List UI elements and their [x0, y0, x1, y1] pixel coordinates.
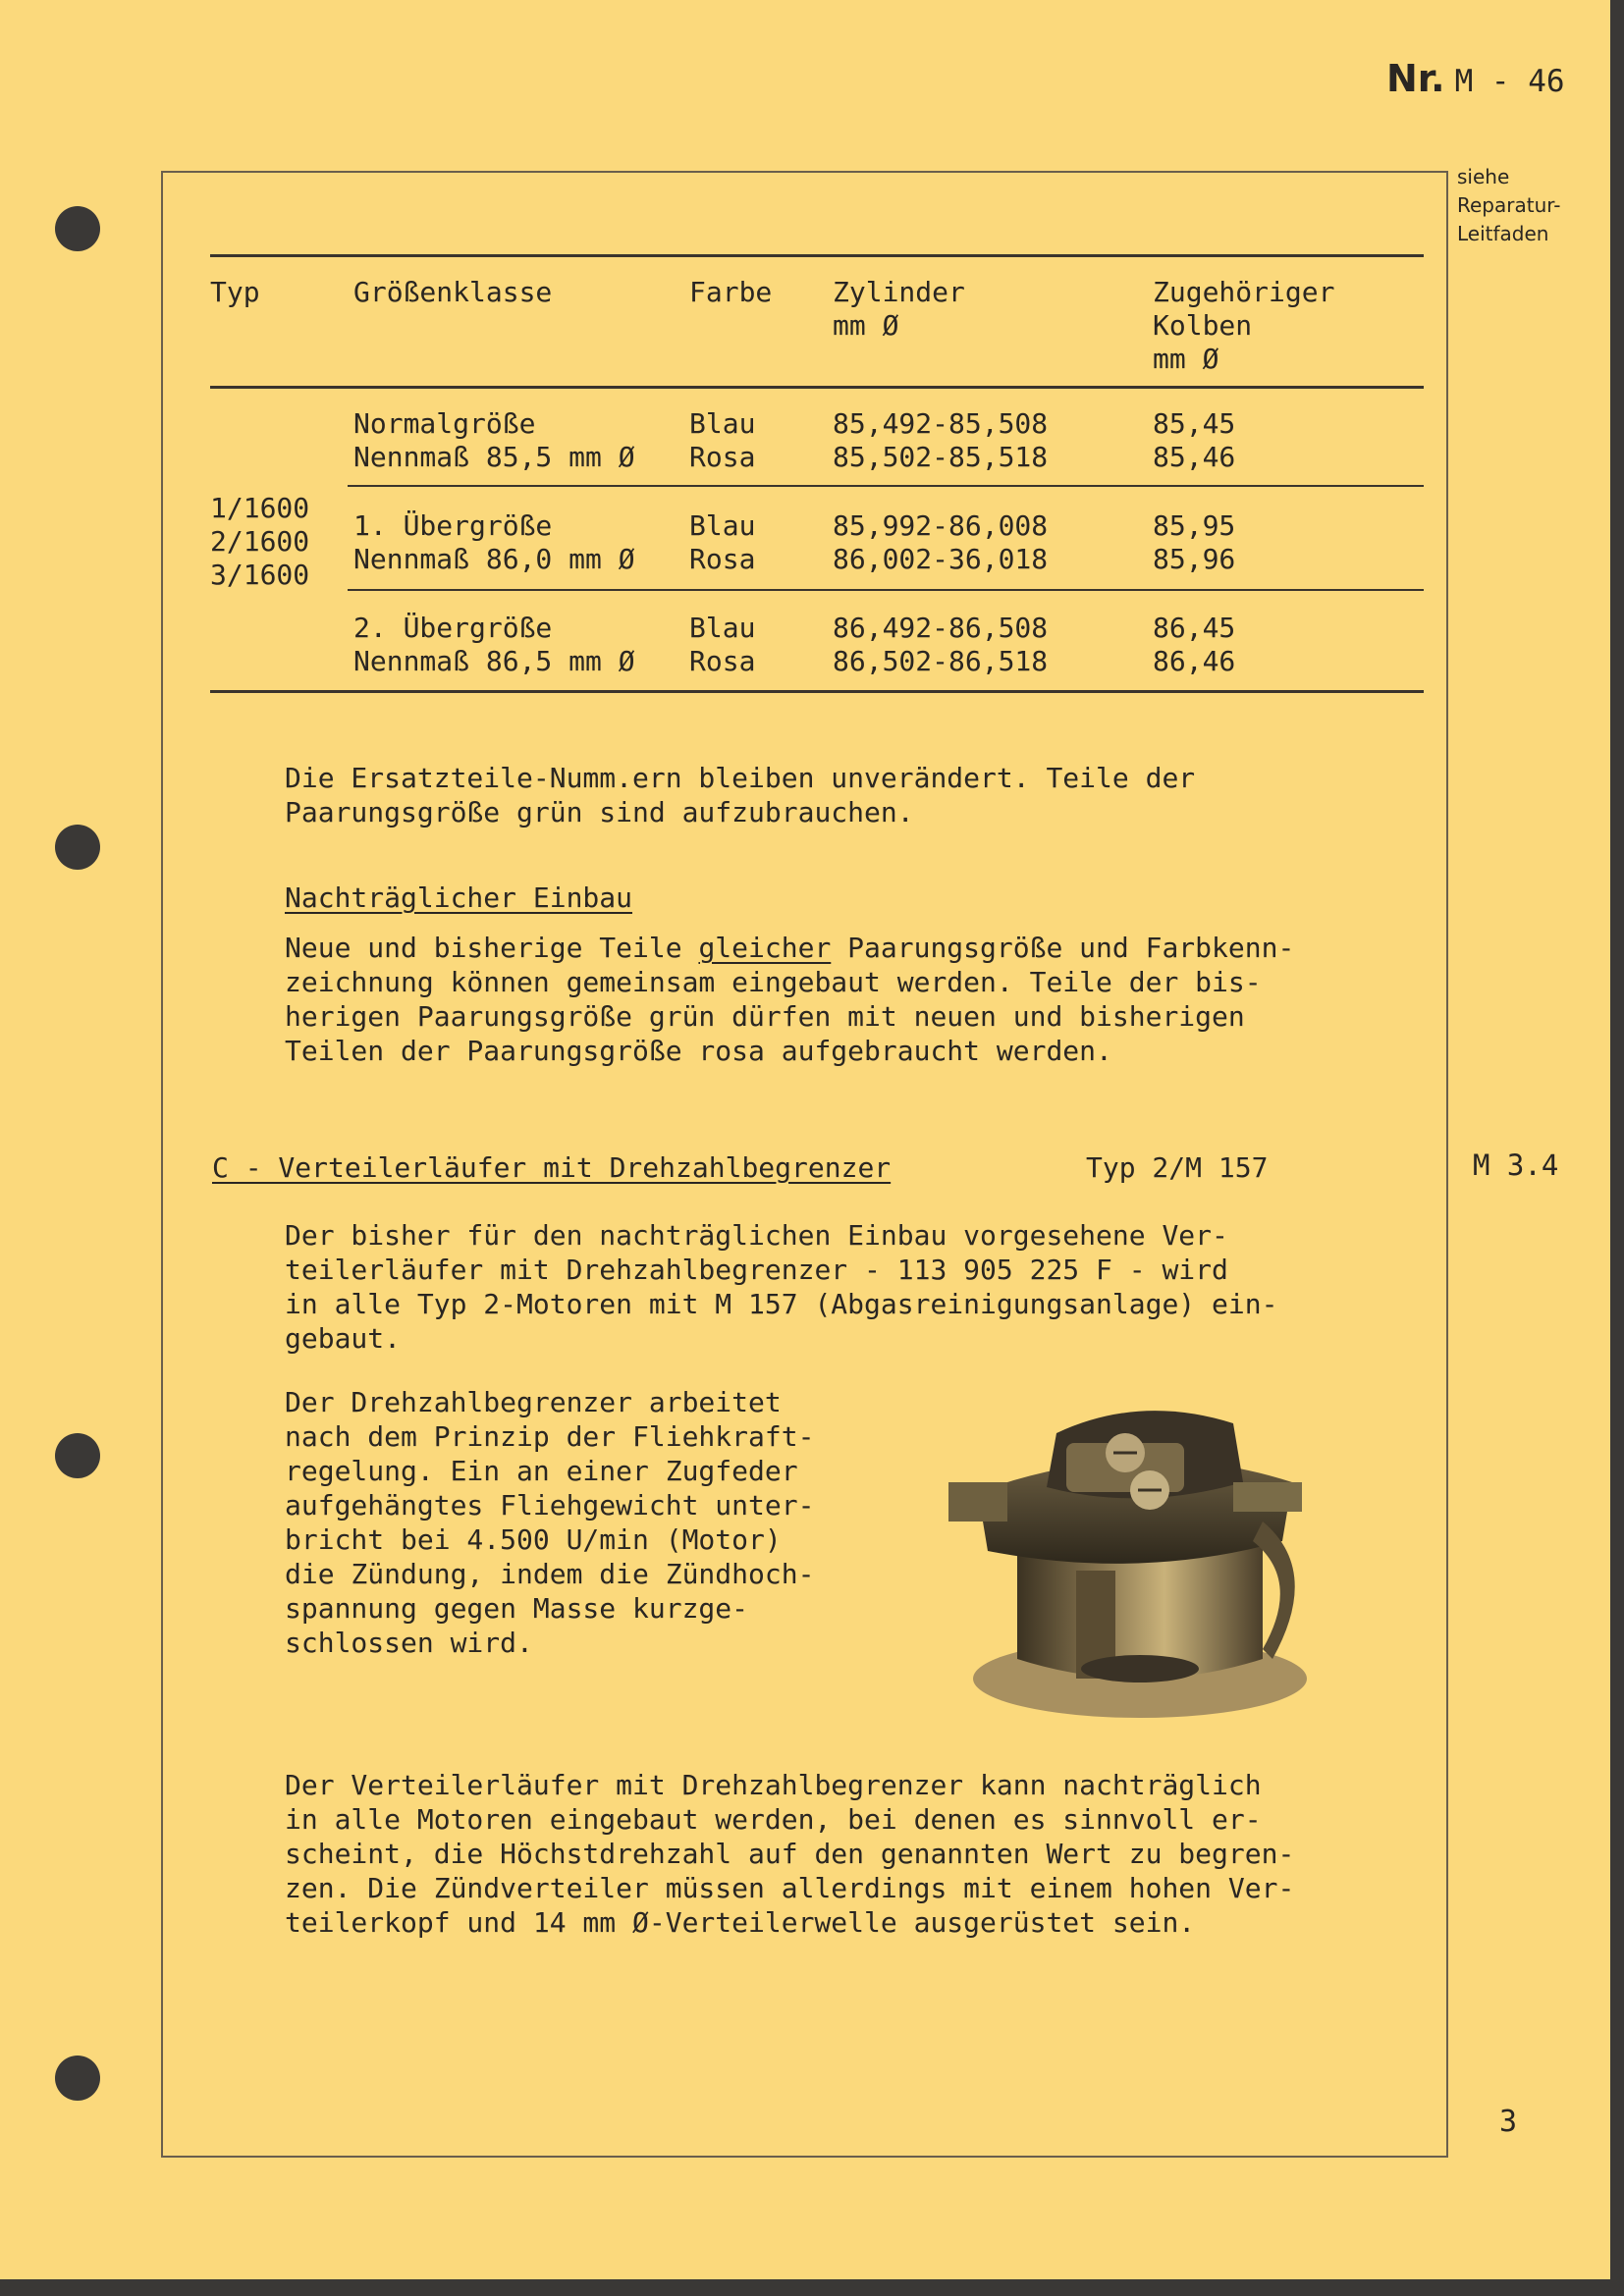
header-zylinder-unit: mm Ø: [833, 309, 899, 342]
paragraph-line: gebaut.: [285, 1322, 402, 1355]
punch-hole: [55, 1433, 100, 1478]
punch-hole: [55, 206, 100, 251]
paragraph-line: Der bisher für den nachträglichen Einbau vorgesehene Ver-: [285, 1219, 1228, 1252]
paragraph-line: aufgehängtes Fliehgewicht unter-: [285, 1489, 815, 1522]
table-rule: [210, 254, 1424, 257]
color-cell: Blau: [689, 509, 756, 542]
paragraph-line: die Zündung, indem die Zündhoch-: [285, 1558, 815, 1590]
page-number: 3: [1499, 2105, 1518, 2139]
section-heading: C - Verteilerläufer mit Drehzahlbegrenzer: [212, 1151, 892, 1184]
color-cell: Rosa: [689, 645, 756, 677]
punch-hole: [55, 825, 100, 870]
table-rule: [210, 386, 1424, 389]
piston-cell: 85,46: [1153, 441, 1236, 473]
header-zylinder: Zylinder: [833, 276, 965, 308]
color-cell: Blau: [689, 612, 756, 644]
paragraph-line: in alle Motoren eingebaut werden, bei denen es sinnvoll er-: [285, 1803, 1262, 1836]
piston-cell: 85,96: [1153, 543, 1236, 575]
type-cell: 1/1600: [210, 492, 310, 524]
side-note-line: Reparatur-: [1457, 193, 1561, 217]
color-cell: Rosa: [689, 441, 756, 473]
header-groessenklasse: Größenklasse: [353, 276, 553, 308]
section-b-line: Teilen der Paarungsgröße rosa aufgebraucht werden.: [285, 1035, 1112, 1067]
paragraph-line: regelung. Ein an einer Zugfeder: [285, 1455, 798, 1487]
piston-cell: 86,46: [1153, 645, 1236, 677]
text-fragment: Paarungsgröße und Farbkenn-: [831, 932, 1295, 964]
type-cell: 3/1600: [210, 559, 310, 591]
section-heading: Nachträglicher Einbau: [285, 881, 633, 914]
paragraph-line: schlossen wird.: [285, 1627, 533, 1659]
paragraph-line: nach dem Prinzip der Fliehkraft-: [285, 1420, 815, 1453]
punch-hole: [55, 2056, 100, 2101]
paragraph-line: Der Verteilerläufer mit Drehzahlbegrenzer kann nachträglich: [285, 1769, 1262, 1801]
paragraph-line: zen. Die Zündverteiler müssen allerdings mit einem hohen Ver-: [285, 1872, 1295, 1904]
piston-cell: 86,45: [1153, 612, 1236, 644]
cylinder-cell: 85,992-86,008: [833, 509, 1049, 542]
scan-border: [0, 2279, 1624, 2296]
header-kolben: Zugehöriger: [1153, 276, 1335, 308]
header-typ: Typ: [210, 276, 260, 308]
cylinder-cell: 86,002-36,018: [833, 543, 1049, 575]
distributor-rotor-photo: [939, 1374, 1341, 1728]
emphasis-word: gleicher: [698, 932, 832, 964]
nr-label: Nr.: [1386, 57, 1445, 100]
paragraph-line: spannung gegen Masse kurzge-: [285, 1592, 749, 1625]
section-b-line: herigen Paarungsgröße grün dürfen mit neuen und bisherigen: [285, 1000, 1245, 1033]
side-note: [1457, 163, 1560, 248]
size-class-cell: Nennmaß 85,5 mm Ø: [353, 441, 635, 473]
type-cell: 2/1600: [210, 525, 310, 558]
paragraph-line: Der Drehzahlbegrenzer arbeitet: [285, 1386, 782, 1418]
text-fragment: Neue und bisherige Teile: [285, 932, 699, 964]
color-cell: Blau: [689, 407, 756, 440]
side-note-line: siehe: [1457, 165, 1510, 188]
color-cell: Rosa: [689, 543, 756, 575]
size-class-cell: Nennmaß 86,5 mm Ø: [353, 645, 635, 677]
cylinder-cell: 86,502-86,518: [833, 645, 1049, 677]
document-number: [1386, 57, 1565, 100]
size-class-cell: 2. Übergröße: [353, 612, 553, 644]
paragraph-line: teilerkopf und 14 mm Ø-Verteilerwelle ausgerüstet sein.: [285, 1906, 1196, 1939]
paragraph-line: teilerläufer mit Drehzahlbegrenzer - 113 905 225 F - wird: [285, 1254, 1228, 1286]
size-class-cell: Normalgröße: [353, 407, 536, 440]
header-kolben: Kolben: [1153, 309, 1253, 342]
cylinder-cell: 85,502-85,518: [833, 441, 1049, 473]
header-farbe: Farbe: [689, 276, 773, 308]
header-kolben-unit: mm Ø: [1153, 343, 1219, 375]
section-b-line: [285, 931, 1294, 965]
piston-cell: 85,95: [1153, 509, 1236, 542]
nr-value: M - 46: [1454, 64, 1565, 99]
side-note-line: Leitfaden: [1457, 222, 1549, 245]
paragraph-line: scheint, die Höchstdrehzahl auf den genannten Wert zu begren-: [285, 1838, 1295, 1870]
cylinder-cell: 86,492-86,508: [833, 612, 1049, 644]
size-class-cell: Nennmaß 86,0 mm Ø: [353, 543, 635, 575]
section-b-line: zeichnung können gemeinsam eingebaut werden. Teile der bis-: [285, 966, 1262, 998]
note-line: Paarungsgröße grün sind aufzubrauchen.: [285, 796, 914, 828]
paragraph-line: bricht bei 4.500 U/min (Motor): [285, 1523, 782, 1556]
cylinder-cell: 85,492-85,508: [833, 407, 1049, 440]
size-class-cell: 1. Übergröße: [353, 509, 553, 542]
table-rule: [348, 485, 1424, 487]
piston-cell: 85,45: [1153, 407, 1236, 440]
section-type: Typ 2/M 157: [1086, 1151, 1269, 1184]
margin-reference: M 3.4: [1473, 1148, 1559, 1182]
paragraph-line: in alle Typ 2-Motoren mit M 157 (Abgasreinigungsanlage) ein-: [285, 1288, 1278, 1320]
table-rule: [348, 589, 1424, 591]
table-rule: [210, 690, 1424, 693]
note-line: Die Ersatzteile-Numm.ern bleiben unverändert. Teile der: [285, 762, 1196, 794]
